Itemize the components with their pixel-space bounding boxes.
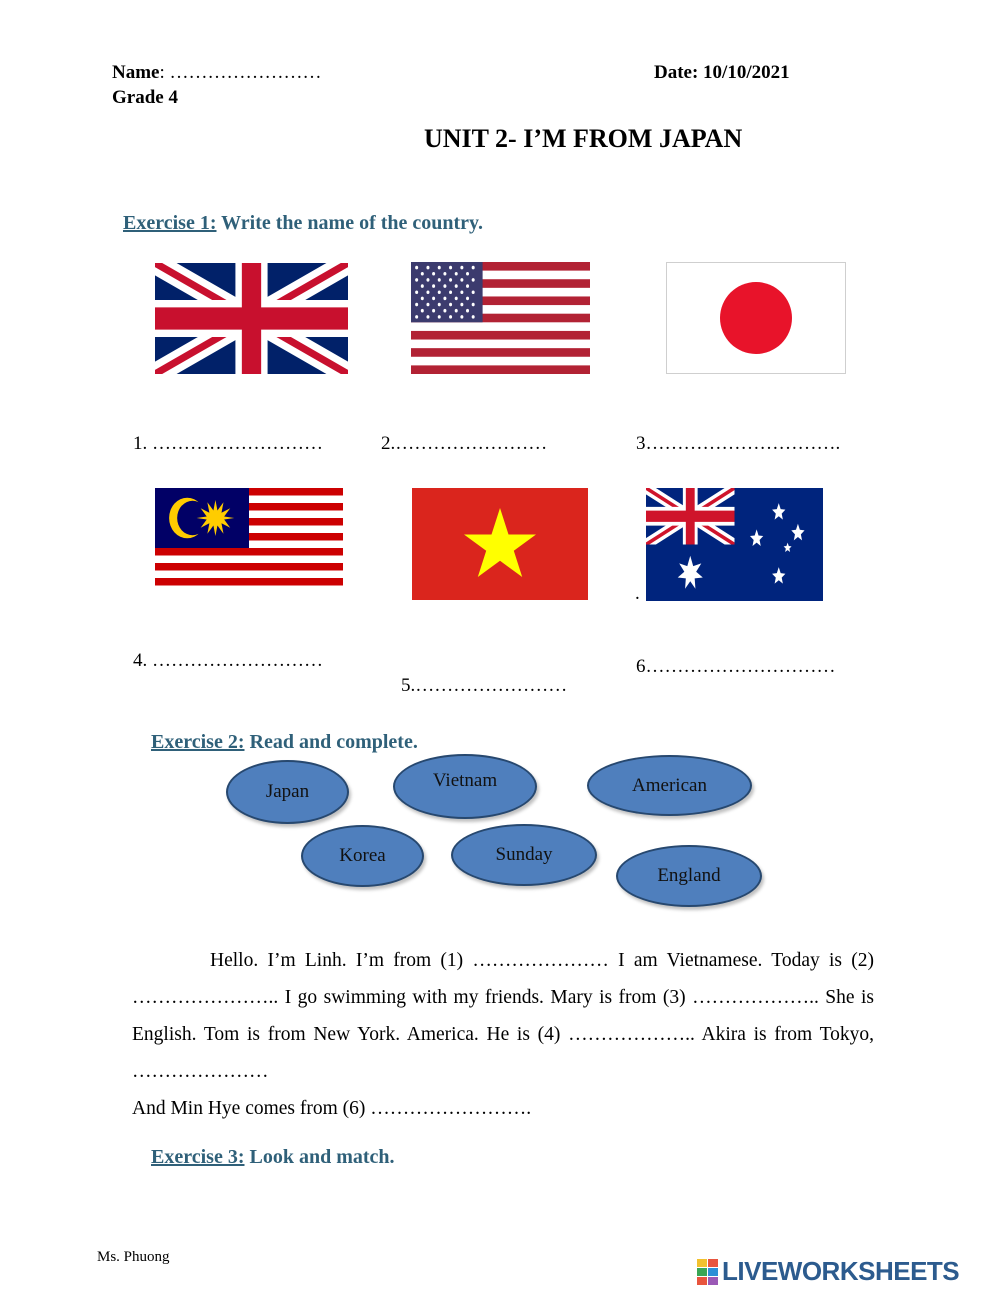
liveworksheets-brand: LIVEWORKSHEETS xyxy=(722,1256,960,1286)
usa-flag-icon xyxy=(411,262,590,374)
exercise3-number: Exercise 3: xyxy=(151,1146,245,1168)
answer-blank-6[interactable]: 6………………………… xyxy=(636,656,836,677)
exercise1-number: Exercise 1: xyxy=(123,212,217,234)
passage-paragraph-1: Hello. I’m Linh. I’m from (1) ………………… I am Vietnamese. Today is (2) ………………….. I go swimming with my friends. Mary is from (3) ……………….. She is English. Tom is from New York. America. He is (4) ……………….. Akira is from Tokyo, ………………… xyxy=(132,950,874,1082)
answer-blank-5[interactable]: 5.…………………… xyxy=(401,675,568,696)
exercise2-heading xyxy=(151,731,418,754)
reading-passage xyxy=(132,942,874,1127)
exercise2-instruction: Read and complete. xyxy=(244,731,418,753)
exercise1-heading xyxy=(123,212,483,235)
answer-blank-2[interactable]: 2.…………………… xyxy=(381,433,548,454)
uk-flag-icon xyxy=(155,263,348,374)
word-bubble-japan: Japan xyxy=(226,760,349,824)
name-label: Name xyxy=(112,62,160,83)
answer-blank-4[interactable]: 4. ……………………… xyxy=(133,650,323,671)
stray-dot: . xyxy=(635,583,640,604)
word-bubble-korea: Korea xyxy=(301,825,424,887)
name-field xyxy=(112,62,322,84)
malaysia-flag-icon xyxy=(155,488,343,593)
passage-paragraph-2: And Min Hye comes from (6) ……………………. xyxy=(132,1098,532,1119)
date-label: Date: 10/10/2021 xyxy=(654,62,790,83)
australia-flag-icon xyxy=(646,488,823,601)
author-label: Ms. Phuong xyxy=(97,1249,170,1265)
grade-label: Grade 4 xyxy=(112,87,178,108)
exercise2-number: Exercise 2: xyxy=(151,731,245,753)
word-bubble-sunday: Sunday xyxy=(451,824,597,886)
vietnam-flag-icon xyxy=(412,488,588,600)
exercise3-instruction: Look and match. xyxy=(244,1146,395,1168)
exercise1-instruction: Write the name of the country. xyxy=(216,212,483,234)
answer-blank-3[interactable]: 3…………………………. xyxy=(636,433,841,454)
liveworksheets-logo xyxy=(697,1256,959,1287)
liveworksheets-mark-icon xyxy=(697,1259,719,1285)
answer-blank-1[interactable]: 1. ……………………… xyxy=(133,433,323,454)
word-bubble-american: American xyxy=(587,755,752,816)
name-blank: : …………………… xyxy=(159,62,322,83)
exercise3-heading xyxy=(151,1146,395,1169)
japan-flag-icon xyxy=(666,262,846,374)
page-title: UNIT 2- I’M FROM JAPAN xyxy=(424,124,743,153)
word-bubble-england: England xyxy=(616,845,762,907)
word-bubble-vietnam: Vietnam xyxy=(393,754,537,819)
